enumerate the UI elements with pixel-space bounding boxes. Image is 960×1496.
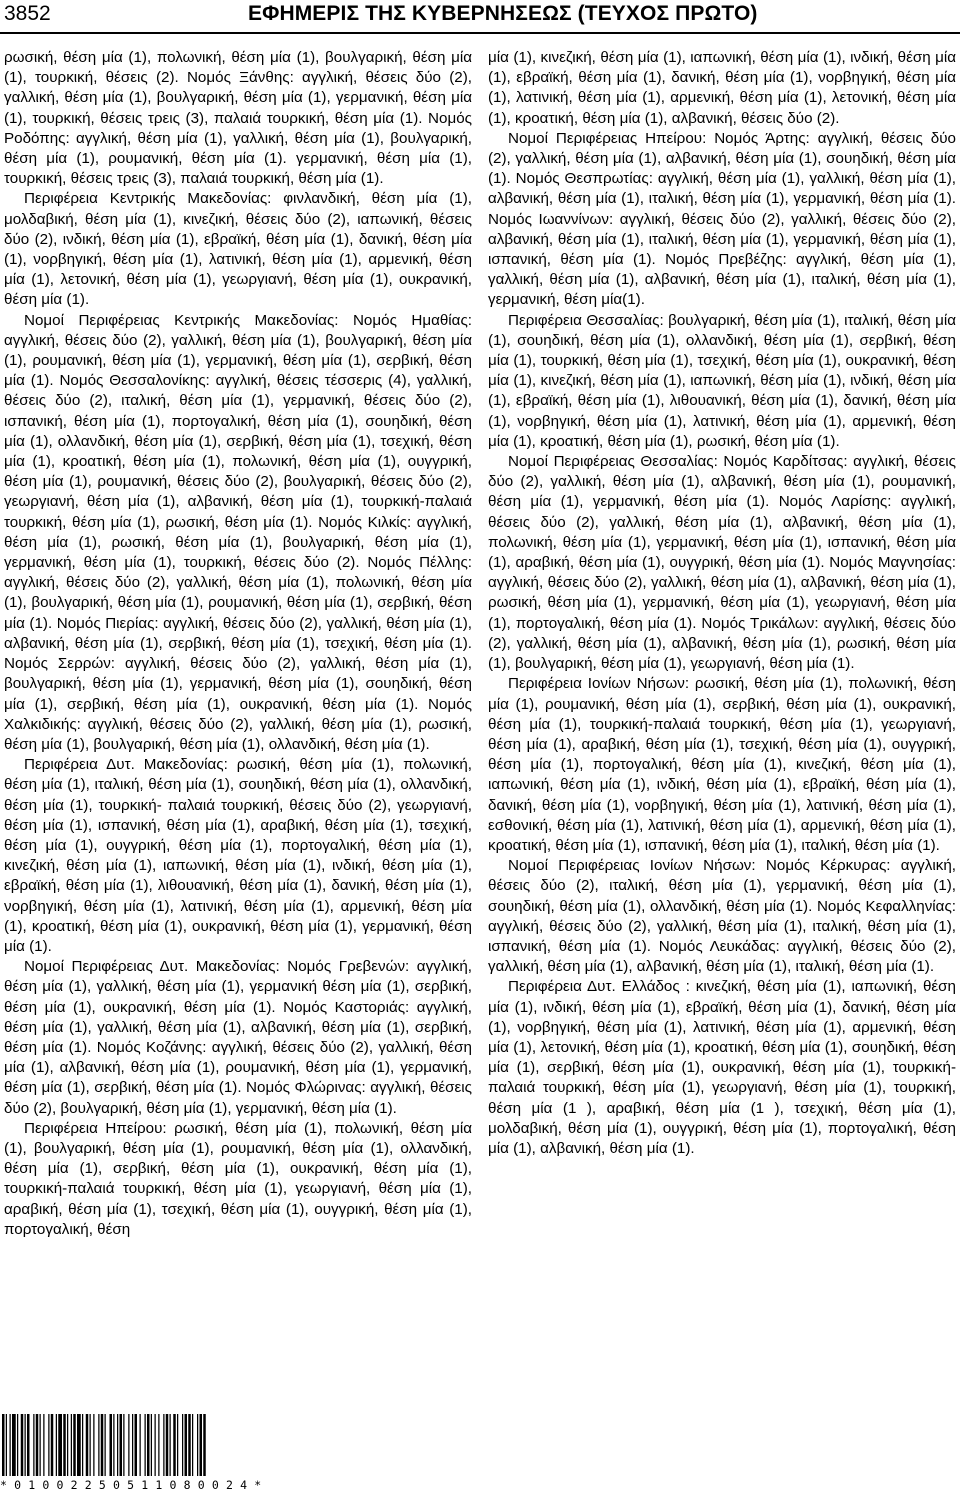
barcode-bar	[188, 1414, 191, 1476]
barcode-bar	[40, 1414, 41, 1476]
barcode-bar	[90, 1414, 91, 1476]
paragraph: Περιφέρεια Δυτ. Μακεδονίας: ρωσική, θέση μία (1), πολωνική, θέση μία (1), ιταλική, θέση μία (1), σουηδική, θέση μία (1), ολλανδική, θέση μία (1), τουρκική- παλαιά τουρκική, θέσεις δύο (2), γεωργιανή, θέση μία (1), ισπανική, θέση μία (1), αραβική, θέση μία (1), τσεχική, θέση μία (1), ουγγρική, θέση μία (1), πορτογαλική, θέση μία (1), κινεζική, θέση μία (1), ιαπωνική, θέση μία (1), ινδική, θέση μία (1), εβραϊκή, θέση μία (1), λιθουανική, θέση μία (1), δανική, θέση μία (1), νορβηγική, θέση μία (1), λατινική, θέση μία (1), αρμενική, θέση μία (1), κροατική, θέση μία (1), ουκρανική, θέση μία (1), γερμανική, θέση μία (1).	[4, 756, 472, 955]
paragraph: Περιφέρεια Ιονίων Νήσων: ρωσική, θέση μία (1), πολωνική, θέση μία (1), ρουμανική, θέση μία (1), σερβική, θέση μία (1), ουκρανική, θέση μία (1), τουρκική-παλαιά τουρκική, θέση μία (1), γεωργιανή, θέση μία (1), αραβική, θέση μία (1), τσεχική, θέση μία (1), ουγγρική, θέση μία (1), πορτογαλική, θέση μία (1), κινεζική, θέση μία (1), ιαπωνική, θέση μία (1), ινδική, θέση μία (1), εβραϊκή, θέση μία (1), δανική, θέση μία (1), νορβηγική, θέση μία (1), λατινική, θέση μία (1), εσθονική, θέση μία (1), λατινική, θέση μία (1), αρμενική, θέση μία (1), κροατική, θέση μία (1), ισπανική, θέση μία (1), ιταλική, θέση μία (1).	[488, 675, 956, 854]
barcode-bar	[166, 1414, 169, 1476]
barcode-bar	[43, 1414, 44, 1476]
left-column	[4, 48, 472, 1240]
journal-title: ΕΦΗΜΕΡΙΣ ΤΗΣ ΚΥΒΕΡΝΗΣΕΩΣ (ΤΕΥΧΟΣ ΠΡΩΤΟ)	[248, 2, 758, 25]
barcode-bar	[120, 1414, 123, 1476]
barcode-bar	[51, 1414, 54, 1476]
barcode-block	[0, 1414, 300, 1496]
barcode-bar	[173, 1414, 176, 1476]
barcode-bar	[177, 1414, 178, 1476]
barcode-bar	[145, 1414, 146, 1476]
barcode-bar	[151, 1414, 152, 1476]
paragraph: Νομοί Περιφέρειας Θεσσαλίας: Νομός Καρδίτσας: αγγλική, θέσεις δύο (2), γαλλική, θέση μία (1), αλβανική, θέση μία (1), ρουμανική, θέση μία (1), γερμανική, θέση μία (1). Νομός Λαρίσης: αγγλική, θέσεις δύο (2), γαλλική, θέση μία (1), αλβανική, θέση μία (1), πολωνική, θέση μία (1), γερμανική, θέση μία (1), ισπανική, θέση μία (1), αραβική, θέση μία (1), ουγγρική, θέση μία (1). Νομός Μαγνησίας: αγγλική, θέσεις δύο (2), γαλλική, θέση μία (1), αλβανική, θέση μία (1), ρωσική, θέση μία (1), γερμανική, θέση μία (1), γεωργιανή, θέση μία (1), πορτογαλική, θέση μία (1). Νομός Τρικάλων: αγγλική, θέσεις δύο (2), γαλλική, θέση μία (1), αλβανική, θέση μία (1), ρωσική, θέση μία (1), βουλγαρική, θέση μία (1), γεωργιανή, θέση μία (1).	[488, 453, 956, 673]
barcode-bar	[170, 1414, 171, 1476]
barcode-bar	[185, 1414, 188, 1476]
barcode-bar	[77, 1414, 81, 1476]
barcode-bar	[135, 1414, 138, 1476]
barcode-bar	[63, 1414, 66, 1476]
paragraph: μία (1), κινεζική, θέση μία (1), ιαπωνική, θέση μία (1), ινδική, θέση μία (1), εβραϊκή, θέση μία (1), δανική, θέση μία (1), νορβηγική, θέση μία (1), λατινική, θέση μία (1), αρμενική, θέση μία (1), λετονική, θέση μία (1), κροατική, θέση μία (1), αλβανική, θέσεις δύο (2).	[488, 49, 956, 127]
barcode-bar	[67, 1414, 68, 1476]
barcode-bar	[128, 1414, 129, 1476]
barcode-bar	[192, 1414, 193, 1476]
barcode-bar	[71, 1414, 72, 1476]
barcode-image	[0, 1414, 296, 1476]
barcode-bar	[147, 1414, 150, 1476]
barcode-bar	[203, 1414, 206, 1476]
barcode-bar	[10, 1414, 11, 1476]
page-number: 3852	[4, 2, 51, 25]
paragraph: Νομοί Περιφέρειας Δυτ. Μακεδονίας: Νομός Γρεβενών: αγγλική, θέση μία (1), γαλλική, θέση μία (1), γερμανική θέση μία (1), σερβική, θέση μία (1), ουκρανική, θέση μία (1). Νομός Καστοριάς: αγγλική, θέση μία (1), γαλλική, θέση μία (1), αλβανική, θέση μία (1), σερβική, θέση μία (1). Νομός Κοζάνης: αγγλική, θέσεις δύο (2), γαλλική, θέση μία (1), αλβανική, θέση μία (1), ρουμανική, θέση μία (1), γερμανική, θέση μία (1), σερβική, θέση μία (1). Νομός Φλώρινας: αγγλική, θέσεις δύο (2), βουλγαρική, θέση μία (1), γερμανική, θέση μία (1).	[4, 958, 472, 1117]
barcode-bar	[56, 1414, 57, 1476]
barcode-bar	[25, 1414, 26, 1476]
barcode-digits: *01002250511080024*	[0, 1478, 269, 1492]
barcode-bar	[117, 1414, 118, 1476]
paragraph: Περιφέρεια Ηπείρου: ρωσική, θέση μία (1), πολωνική, θέση μία (1), βουλγαρική, θέση μία (1), ρουμανική, θέση μία (1), ολλανδική, θέση μία (1), σερβική, θέση μία (1), ουκρανική, θέση μία (1), τουρκική-παλαιά τουρκική, θέση μία (1), γεωργιανή, θέση μία (1), αραβική, θέση μία (1), τσεχική, θέση μία (1), ουγγρική, θέση μία (1), πορτογαλική, θέση	[4, 1119, 472, 1238]
barcode-bar	[21, 1414, 24, 1476]
page-header	[0, 0, 960, 34]
right-column	[488, 48, 956, 1159]
barcode-bar	[93, 1414, 94, 1476]
barcode-bar	[101, 1414, 104, 1476]
barcode-bar	[140, 1414, 141, 1476]
paragraph: Περιφέρεια Κεντρικής Μακεδονίας: φινλανδική, θέση μία (1), μολδαβική, θέση μία (1), κινεζική, θέσεις δύο (2), ιαπωνική, θέσεις δύο (2), ινδική, θέση μία (1), εβραϊκή, θέση μία (1), δανική, θέση μία (1), νορβηγική, θέση μία (1), λατινική, θέση μία (1), αρμενική, θέση μία (1), λετονική, θέση μία (1), γεωργιανή, θέση μία (1), ουκρανική, θέση μία (1).	[4, 190, 472, 309]
barcode-bar	[197, 1414, 198, 1476]
paragraph: Περιφέρεια Δυτ. Ελλάδος : κινεζική, θέση μία (1), ιαπωνική, θέση μία (1), ινδική, θέση μία (1), εβραϊκή, θέση μία (1), δανική, θέση μία (1), νορβηγική, θέση μία (1), λατινική, θέση μία (1), αρμενική, θέση μία (1), λετονική, θέση μία (1), κροατική, θέση μία (1), σουηδική, θέση μία (1), σερβική, θέση μία (1), ουκρανική, θέση μία (1), τουρκική-παλαιά τουρκική, θέση μία (1), γεωργιανή, θέση μία (1), τουρκική, θέση μία (1 ), αραβική, θέση μία (1 ), τσεχική, θέση μία (1), μολδαβική, θέση μία (1), ουγγρική, θέση μία (1), πορτογαλική, θέση μία (1), αλβανική, θέση μία (1).	[488, 978, 956, 1157]
paragraph: Περιφέρεια Θεσσαλίας: βουλγαρική, θέση μία (1), ιταλική, θέση μία (1), σουηδική, θέση μία (1), ολλανδική, θέση μία (1), σερβική, θέση μία (1), τουρκική, θέση μία (1), τσεχική, θέση μία (1), ουκρανική, θέση μία (1), κινεζική, θέση μία (1), ιαπωνική, θέση μία (1), ινδική, θέση μία (1), εβραϊκή, θέση μία (1), λιθουανική, θέση μία (1), δανική, θέση μία (1), νορβηγική, θέση μία (1), λατινική, θέση μία (1), αρμενική, θέση μία (1), κροατική, θέση μία (1), ρωσική, θέση μία (1).	[488, 311, 956, 450]
barcode-bar	[105, 1414, 106, 1476]
barcode-bar	[33, 1414, 34, 1476]
barcode-bar	[200, 1414, 203, 1476]
barcode-bar	[123, 1414, 124, 1476]
barcode-bar	[98, 1414, 99, 1476]
barcode-bar	[132, 1414, 133, 1476]
barcode-bar	[163, 1414, 164, 1476]
barcode-bar	[158, 1414, 159, 1476]
paragraph: ρωσική, θέση μία (1), πολωνική, θέση μία (1), βουλγαρική, θέση μία (1), τουρκική, θέσεις (2). Νομός Ξάνθης: αγγλική, θέσεις δύο (2), γαλλική, θέση μία (1), βουλγαρική, θέση μία (1), γερμανική, θέση μία (1), τουρκική, θέσεις τρεις (3), παλαιά τουρκική, θέση μία (1). Νομός Ροδόπης: αγγλική, θέση μία (1), γαλλική, θέση μία (1), βουλγαρική, θέση μία (1), ρουμανική, θέση μία (1). γερμανική, θέση μία (1), τουρκική, θέσεις τρεις (3), παλαιά τουρκική, θέση μία (1).	[4, 49, 472, 188]
paragraph: Νομοί Περιφέρειας Κεντρικής Μακεδονίας: Νομός Ημαθίας: αγγλική, θέσεις δύο (2), γαλλική, θέση μία (1), βουλγαρική, θέση μία (1), ρουμανική, θέση μία (1), γερμανική, θέση μία (1), σερβική, θέση μία (1). Νομός Θεσσαλονίκης: αγγλική, θέσεις τέσσερις (4), γαλλική, θέσεις δύο (2), ιταλική, θέση μία (1), γερμανική, θέσεις δύο (2), ισπανική, θέση μία (1), πορτογαλική, θέση μία (1), σουηδική, θέση μία (1), ολλανδική, θέση μία (1), σερβική, θέση μία (1), τσεχική, θέση μία (1), κροατική, θέση μία (1), πολωνική, θέση μία (1), ουγγρική, θέση μία (1), ρουμανική, θέσεις δύο (2), βουλγαρική, θέσεις δύο (2), γεωργιανή, θέση μία (1), αλβανική, θέση μία (1), τουρκική-παλαιά τουρκική, θέση μία (1), ρωσική, θέση μία (1). Νομός Κιλκίς: αγγλική, θέση μία (1), ρωσική, θέση μία (1), βουλγαρική, θέση μία (1), γερμανική, θέση μία (1), τουρκική, θέσεις δύο (2). Νομός Πέλλης: αγγλική, θέσεις δύο (2), γαλλική, θέση μία (1), πολωνική, θέση μία (1), βουλγαρική, θέση μία (1), ρουμανική, θέση μία (1), σερβική, θέση μία (1). Νομός Πιερίας: αγγλική, θέσεις δύο (2), γαλλική, θέση μία (1), αλβανική, θέση μία (1), σερβική, θέση μία (1), τσεχική, θέση μία (1). Νομός Σερρών: αγγλική, θέσεις δύο (2), γαλλική, θέση μία (1), βουλγαρική, θέση μία (1), γερμανική, θέση μία (1), σουηδική, θέση μία (1), σερβική, θέση μία (1), ουκρανική, θέση μία (1). Νομός Χαλκιδικής: αγγλική, θέσεις δύο (2), γαλλική, θέση μία (1), ρωσική, θέση μία (1), βουλγαρική, θέση μία (1), ολλανδική, θέση μία (1).	[4, 311, 472, 753]
barcode-bar	[6, 1414, 7, 1476]
barcode-bar	[12, 1414, 16, 1476]
paragraph: Νομοί Περιφέρειας Ηπείρου: Νομός Άρτης: αγγλική, θέσεις δύο (2), γαλλική, θέση μία (1), αλβανική, θέση μία (1), σουηδική, θέση μία (1). Νομός Θεσπρωτίας: αγγλική, θέση μία (1), γαλλική, θέση μία (1), αλβανική, θέση μία (1), ιταλική, θέση μία (1), γερμανική, θέση μία (1). Νομός Ιωαννίνων: αγγλική, θέσεις δύο (2), γαλλική, θέσεις δύο (2), αλβανική, θέση μία (1), ιταλική, θέση μία (1), γερμανική, θέση μία (1), ισπανική, θέση μία (1). Νομός Πρεβέζης: αγγλική, θέση μία (1), γαλλική, θέση μία (1), αλβανική, θέση μία (1), ιταλική, θέση μία (1), γερμανική, θέση μία(1).	[488, 129, 956, 309]
barcode-bar	[27, 1414, 30, 1476]
barcode-bar	[17, 1414, 18, 1476]
barcode-bar	[155, 1414, 156, 1476]
header-rule	[0, 32, 960, 34]
barcode-bar	[58, 1414, 62, 1476]
paragraph: Νομοί Περιφέρειας Ιονίων Νήσων: Νομός Κέρκυρας: αγγλική, θέσεις δύο (2), ιταλική, θέση μία (1), γερμανική, θέση μία (1), σουηδική, θέση μία (1), ολλανδική, θέση μία (1). Νομός Κεφαλληνίας: αγγλική, θέσεις δύο (2), γαλλική, θέση μία (1), ιταλική, θέση μία (1), ισπανική, θέση μία (1). Νομός Λευκάδας: αγγλική, θέσεις δύο (2), γαλλική, θέση μία (1), αλβανική, θέση μία (1), ιταλική, θέση μία (1).	[488, 857, 956, 976]
barcode-bar	[182, 1414, 183, 1476]
barcode-bar	[86, 1414, 89, 1476]
barcode-bar	[48, 1414, 49, 1476]
barcode-bar	[2, 1414, 5, 1476]
barcode-bar	[82, 1414, 83, 1476]
barcode-bar	[113, 1414, 114, 1476]
barcode-bar	[73, 1414, 76, 1476]
barcode-bar	[110, 1414, 113, 1476]
barcode-bar	[36, 1414, 39, 1476]
